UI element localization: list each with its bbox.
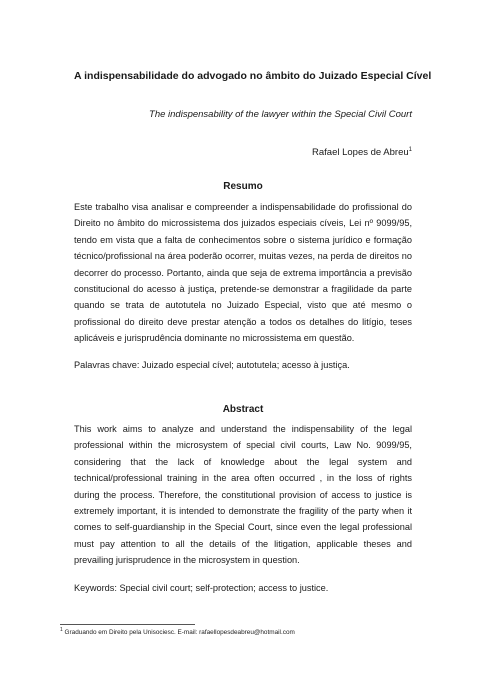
- author-name: Rafael Lopes de Abreu: [312, 147, 409, 158]
- paper-title: A indispensabilidade do advogado no âmbito do Juizado Especial Cível: [74, 70, 432, 82]
- resumo-keywords: Palavras chave: Juizado especial cível; autotutela; acesso à justiça.: [74, 360, 350, 370]
- author-footnote-mark[interactable]: 1: [408, 146, 412, 153]
- author-line: [312, 147, 412, 158]
- paper-subtitle-english: The indispensability of the lawyer within the Special Civil Court: [149, 109, 412, 120]
- abstract-body: This work aims to analyze and understand the indispensability of the legal professional within the microsystem of special civil courts, Law No. 9099/95, considering that the lack of knowledge about the legal system and technical/professional training in the area often occurred , in the loss of rights during the process. Therefore, the constitutional provision of access to justice is extremely important, it is intended to demonstrate the fragility of the party when it comes to self-guardianship in the Special Court, since even the legal professional must pay attention to all the details of the litigation, applicable theses and prevailing jurisprudence in the microsystem in question.: [74, 424, 412, 566]
- abstract-heading: Abstract: [222, 404, 264, 415]
- resumo-body: Este trabalho visa analisar e compreender a indispensabilidade do profissional do Direito no âmbito do microssistema dos juizados especiais cíveis, Lei nº 9099/95, tendo em vista que a falta de conhecimentos sobre o sistema jurídico e formação técnico/profissional na área poderão ocorrer, muitas vezes, na perda de direitos no decorrer do processo. Portanto, ainda que seja de extrema importância a previsão constitucional do acesso à justiça, pretende-se demonstrar a fragilidade da parte quando se trata de autotutela no Juizado Especial, visto que até mesmo o profissional do direito deve prestar atenção a todos os detalhes do litígio, teses aplicáveis e jurisprudência dominante no microssistema em questão.: [74, 202, 412, 344]
- footnote-divider: [60, 624, 195, 625]
- footnote: [60, 626, 295, 636]
- footnote-mark: 1: [60, 626, 63, 633]
- resumo-heading: Resumo: [223, 181, 263, 192]
- abstract-keywords: Keywords: Special civil court; self-protection; access to justice.: [74, 583, 329, 593]
- footnote-text: Graduando em Direito pela Unisociesc. E-mail: rafaellopesdeabreu@hotmail.com: [62, 629, 295, 636]
